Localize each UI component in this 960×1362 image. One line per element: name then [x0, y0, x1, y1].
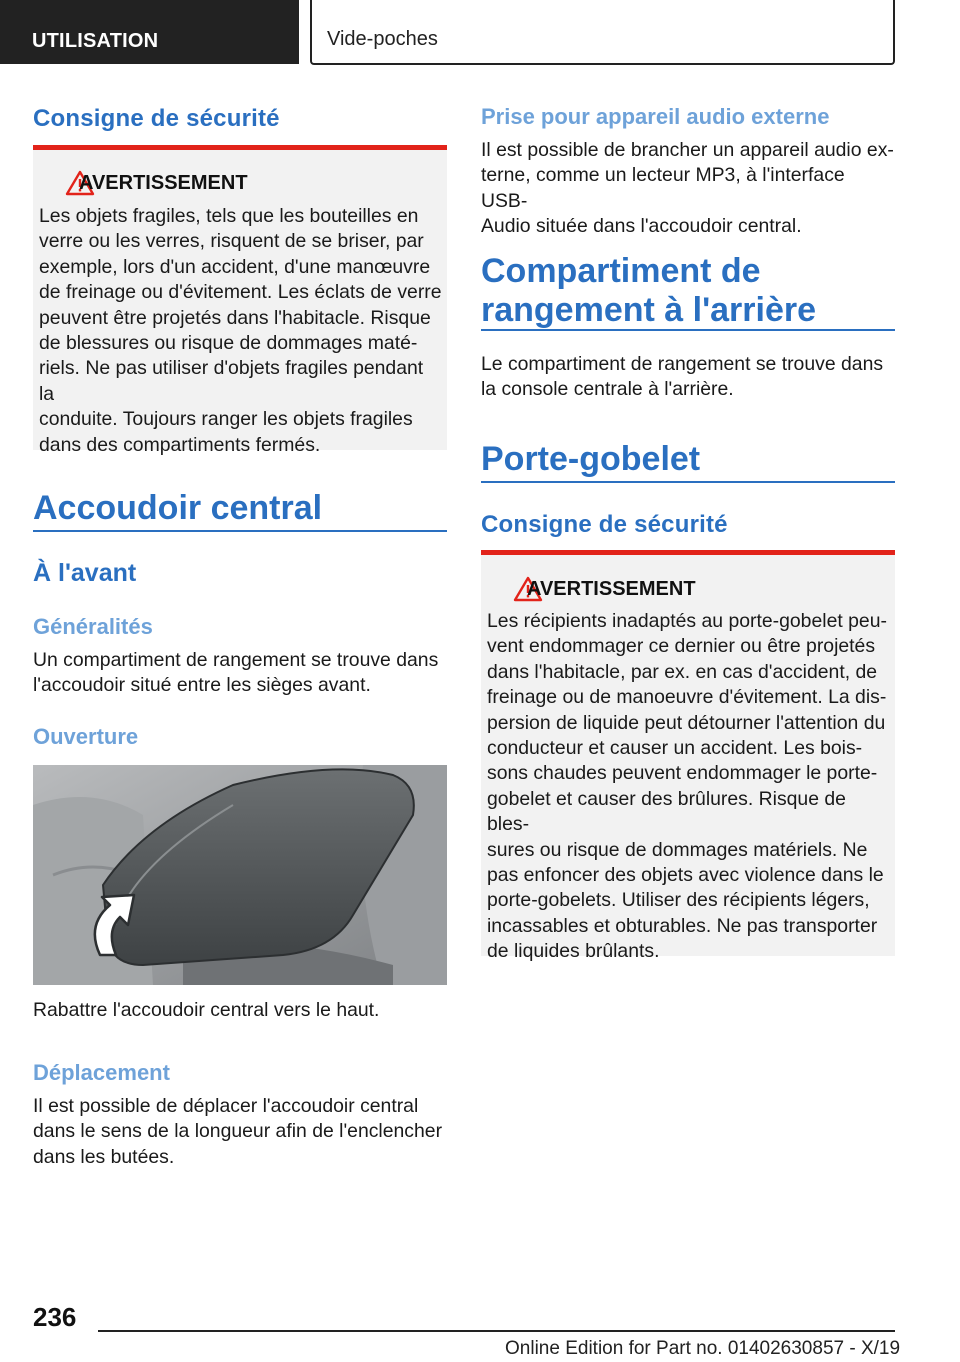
- page-number: 236: [33, 1302, 77, 1332]
- rear-storage-heading: Compartiment de rangement à l'arrière: [481, 252, 817, 329]
- rear-storage-rule: [481, 329, 895, 331]
- front-heading: À l'avant: [33, 559, 137, 587]
- audio-text: Il est possible de brancher un appareil audio ex‐ terne, comme un lecteur MP3, à l'interface USB- Audio située dans l'accoudoir central.: [481, 139, 894, 238]
- cupholder-warning-box: [481, 555, 895, 963]
- section-title: UTILISATION: [32, 30, 159, 52]
- cupholder-warning-text: Les récipients inadaptés au porte-gobelet peu‐ vent endommager ce dernier ou être projetés dans l'habitacle, par ex. en cas d'accident, de freinage ou de manoeuvre d'évitement. La dis‐ persion de liquide peut détourner l'attention du conducteur et causer un accident. Les bois‐ sons chaudes peuvent endommager le porte- gobelet et causer des brûlures. Risque de bles‐ sures ou risque de dommages matériels. Ne pas enfoncer des objets avec violence dans le porte-gobelets. Utiliser des récipients légers, incassables et obturables. Ne pas transporter de liquides brûlants.: [487, 610, 887, 963]
- section-tab: [0, 0, 299, 64]
- warning-label: AVERTISSEMENT: [79, 172, 248, 194]
- cupholder-rule: [481, 481, 895, 483]
- moving-heading: Déplacement: [33, 1060, 170, 1085]
- moving-text: Il est possible de déplacer l'accoudoir central dans le sens de la longueur afin de l'enclencher dans les butées.: [33, 1095, 443, 1168]
- warning-text: Les objets fragiles, tels que les bouteilles en verre ou les verres, risquent de se briser, par exemple, lors d'un accident, d'une manœuvre de freinage ou d'évitement. Les éclats de verre peuvent être projetés dans l'habitacle. Risque de blessures ou risque de dommages maté‐ riels. Ne pas utiliser d'objets fragiles pendant la conduite. Toujours ranger les objets fragiles dans des compartiments fermés.: [39, 205, 442, 456]
- footer-edition: Online Edition for Part no. 01402630857 - X/19: [505, 1338, 901, 1359]
- general-text: Un compartiment de rangement se trouve dans l'accoudoir situé entre les sièges avant.: [33, 649, 439, 697]
- armrest-illustration: [33, 765, 447, 985]
- cupholder-heading: Porte-gobelet: [481, 440, 701, 478]
- safety-heading: Consigne de sécurité: [33, 105, 280, 132]
- armrest-heading: Accoudoir central: [33, 489, 323, 527]
- rear-storage-text: Le compartiment de rangement se trouve dans la console centrale à l'arrière.: [481, 353, 884, 401]
- footer-rule: [98, 1330, 895, 1332]
- warning-label: AVERTISSEMENT: [527, 578, 696, 600]
- opening-heading: Ouverture: [33, 724, 139, 749]
- audio-heading: Prise pour appareil audio externe: [481, 104, 830, 129]
- cupholder-safety-heading: Consigne de sécurité: [481, 511, 728, 538]
- warning-box: [33, 150, 447, 456]
- general-heading: Généralités: [33, 614, 153, 639]
- armrest-photo: [33, 765, 447, 985]
- chapter-title: Vide-poches: [327, 28, 438, 50]
- armrest-rule: [33, 530, 447, 532]
- chapter-tab: [310, 0, 895, 65]
- photo-caption: Rabattre l'accoudoir central vers le haut.: [33, 999, 380, 1021]
